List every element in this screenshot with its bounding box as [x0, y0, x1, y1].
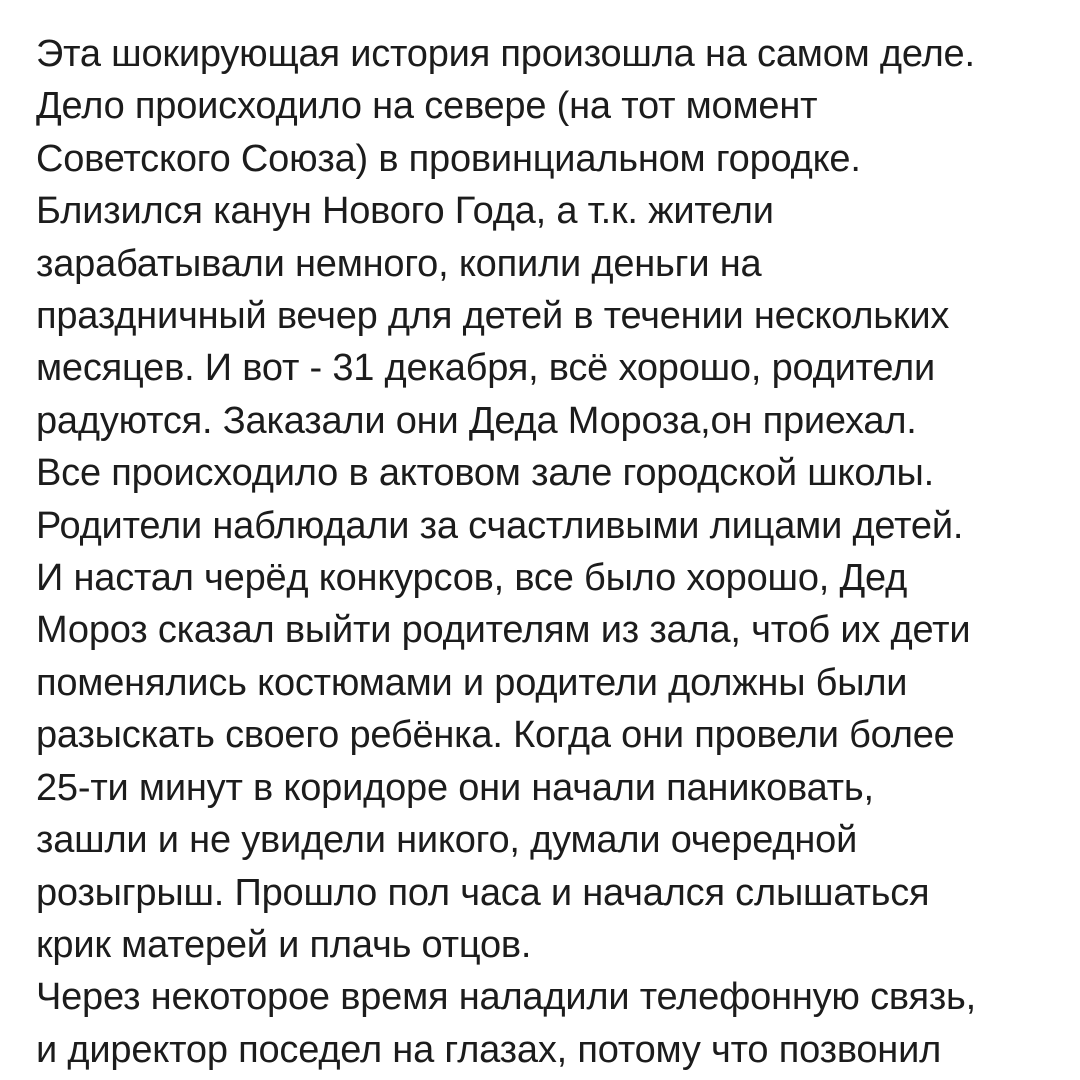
text-line-5: зарабатывали немного, копили деньги на: [36, 242, 762, 285]
text-line-12: Мороз сказал выйти родителям из зала, чтоб их дети: [36, 609, 971, 652]
text-line-18: крик матерей и плачь отцов.: [36, 923, 532, 966]
text-line-11: И настал черёд конкурсов, все было хорошо, Дед: [36, 557, 908, 600]
text-line-7: месяцев. И вот - 31 декабря, всё хорошо, родители: [36, 347, 936, 390]
text-line-16: зашли и не увидели никого, думали очередной: [36, 819, 858, 862]
text-line-9: Все происходило в актовом зале городской школы.: [36, 452, 934, 495]
text-line-6: праздничный вечер для детей в течении нескольких: [36, 295, 950, 338]
text-line-10: Родители наблюдали за счастливыми лицами детей.: [36, 504, 964, 547]
text-line-17: розыгрыш. Прошло пол часа и начался слышаться: [36, 871, 930, 914]
post-text: [36, 28, 1044, 1076]
text-line-1: Эта шокирующая история произошла на самом деле.: [36, 33, 975, 75]
text-line-14: разыскать своего ребёнка. Когда они провели более: [36, 714, 955, 757]
text-line-19: Через некоторое время наладили телефонную связь,: [36, 976, 977, 1019]
text-line-2: Дело происходило на севере (на тот момент: [36, 85, 818, 128]
text-line-4: Близился канун Нового Года, а т.к. жители: [36, 190, 774, 233]
text-line-13: поменялись костюмами и родители должны были: [36, 661, 908, 704]
text-line-20: и директор поседел на глазах, потому что позвонил: [36, 1028, 942, 1071]
text-line-15: 25-ти минут в коридоре они начали паниковать,: [36, 766, 874, 809]
text-line-8: радуются. Заказали они Деда Мороза,он приехал.: [36, 399, 917, 442]
text-line-3: Советского Союза) в провинциальном городке.: [36, 137, 861, 180]
